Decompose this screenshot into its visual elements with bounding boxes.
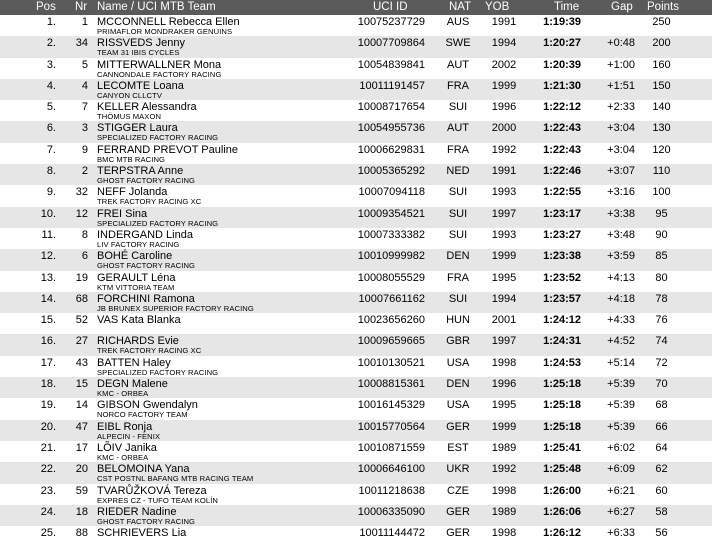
team-name: NORCO FACTORY TEAM [97, 410, 188, 420]
points-cell: 58 [655, 505, 668, 518]
position-cell: 24. [40, 505, 56, 518]
year-of-birth-cell: 1996 [491, 101, 517, 114]
rider-name: RIEDER Nadine [97, 505, 177, 518]
nationality-cell: CZE [447, 484, 469, 497]
position-cell: 22. [40, 463, 56, 476]
year-of-birth-cell: 1999 [491, 250, 517, 263]
header-nat: NAT [449, 1, 472, 13]
rider-name: TERPSTRA Anne [97, 165, 184, 178]
points-cell: 62 [655, 463, 668, 476]
points-cell: 90 [655, 228, 668, 241]
nationality-cell: DEN [446, 378, 470, 391]
bib-number-cell: 27 [75, 335, 88, 348]
bib-number-cell: 20 [75, 463, 88, 476]
year-of-birth-cell: 1991 [491, 16, 517, 28]
table-row [0, 526, 712, 547]
table-row [0, 15, 712, 36]
bib-number-cell: 88 [75, 527, 88, 540]
team-name: THÖMUS MAXON [97, 112, 162, 122]
year-of-birth-cell: 1999 [491, 420, 517, 433]
uci-id-cell: 10011144472 [359, 527, 425, 540]
uci-id-cell: 10015770564 [357, 420, 425, 433]
position-cell: 8. [46, 165, 56, 178]
position-cell: 10. [40, 207, 56, 220]
points-cell: 200 [652, 37, 671, 50]
uci-id-cell: 10008815361 [357, 378, 425, 391]
nationality-cell: AUT [447, 58, 469, 71]
table-row [0, 207, 712, 228]
rider-name: BATTEN Haley [97, 356, 171, 369]
gap-cell: +4:13 [607, 271, 635, 284]
year-of-birth-cell: 1994 [491, 292, 517, 305]
header-points: Points [647, 1, 679, 13]
gap-cell: +5:14 [607, 356, 635, 369]
year-of-birth-cell: 1996 [491, 378, 517, 391]
gap-cell: +5:39 [607, 420, 635, 433]
header-time: Time [554, 1, 580, 13]
bib-number-cell: 5 [81, 58, 88, 71]
nationality-cell: EST [447, 441, 469, 454]
points-cell: 140 [652, 101, 671, 114]
time-cell: 1:25:18 [543, 420, 581, 433]
year-of-birth-cell: 1999 [491, 79, 517, 92]
rider-name: VAS Kata Blanka [97, 314, 181, 327]
table-row [0, 36, 712, 57]
uci-id-cell: 10054955736 [357, 122, 425, 135]
time-cell: 1:25:41 [543, 441, 581, 454]
gap-cell: +3:48 [607, 228, 635, 241]
year-of-birth-cell: 1995 [491, 271, 517, 284]
team-name: ALPECIN - FENIX [97, 431, 161, 441]
time-cell: 1:19:39 [543, 16, 581, 28]
uci-id-cell: 10010999982 [357, 250, 425, 263]
points-cell: 60 [655, 484, 668, 497]
time-cell: 1:22:12 [543, 101, 581, 114]
uci-id-cell: 10011191457 [359, 79, 425, 92]
points-cell: 76 [655, 314, 668, 327]
rider-name: LÕIV Janika [97, 441, 157, 454]
nationality-cell: NED [446, 165, 470, 178]
gap-cell: +4:18 [607, 292, 635, 305]
points-cell: 80 [655, 271, 668, 284]
bib-number-cell: 3 [81, 122, 88, 135]
time-cell: 1:25:18 [543, 399, 581, 412]
time-cell: 1:24:31 [543, 335, 581, 348]
time-cell: 1:22:55 [543, 186, 581, 199]
gap-cell: +5:39 [607, 399, 635, 412]
year-of-birth-cell: 1993 [491, 186, 517, 199]
gap-cell: +3:38 [607, 207, 635, 220]
nationality-cell: SUI [448, 186, 468, 199]
bib-number-cell: 17 [75, 441, 88, 454]
time-cell: 1:26:00 [543, 484, 581, 497]
team-name: KMC - ORBEA [97, 389, 149, 399]
points-cell: 95 [655, 207, 668, 220]
bib-number-cell: 52 [75, 314, 88, 327]
gap-cell: +3:07 [607, 165, 635, 178]
gap-cell: +6:21 [607, 484, 635, 497]
bib-number-cell: 47 [75, 420, 88, 433]
position-cell: 18. [40, 378, 56, 391]
nationality-cell: SWE [445, 37, 471, 50]
table-row [0, 100, 712, 121]
bib-number-cell: 59 [75, 484, 88, 497]
gap-cell: +1:51 [607, 79, 635, 92]
table-row [0, 58, 712, 79]
points-cell: 74 [655, 335, 668, 348]
nationality-cell: SUI [448, 101, 468, 114]
table-body [0, 15, 712, 547]
table-row [0, 420, 712, 441]
bib-number-cell: 43 [75, 356, 88, 369]
time-cell: 1:21:30 [543, 79, 581, 92]
gap-cell: +6:09 [607, 463, 635, 476]
rider-name: TVARŮŽKOVÁ Tereza [97, 484, 207, 497]
bib-number-cell: 18 [75, 505, 88, 518]
rider-name: BOHÉ Caroline [97, 250, 173, 263]
position-cell: 12. [40, 250, 56, 263]
points-cell: 78 [655, 292, 668, 305]
uci-id-cell: 10075237729 [357, 16, 425, 28]
gap-cell: +6:02 [607, 441, 635, 454]
points-cell: 250 [652, 16, 671, 28]
time-cell: 1:26:12 [543, 527, 581, 540]
position-cell: 16. [40, 335, 56, 348]
table-row [0, 313, 712, 334]
rider-name: INDERGAND Linda [97, 228, 193, 241]
uci-id-cell: 10006629831 [357, 143, 425, 156]
uci-id-cell: 10007709864 [357, 37, 425, 50]
position-cell: 23. [40, 484, 56, 497]
nationality-cell: USA [446, 356, 470, 369]
header-pos: Pos [36, 1, 56, 13]
table-header [0, 0, 712, 15]
uci-id-cell: 10016145329 [357, 399, 425, 412]
year-of-birth-cell: 1991 [491, 165, 517, 178]
team-name: GHOST FACTORY RACING [97, 261, 196, 271]
position-cell: 5. [46, 101, 56, 114]
position-cell: 7. [46, 143, 56, 156]
nationality-cell: GER [446, 527, 470, 540]
nationality-cell: FRA [447, 79, 469, 92]
position-cell: 19. [40, 399, 56, 412]
points-cell: 150 [652, 79, 671, 92]
points-cell: 130 [652, 122, 671, 135]
team-name: TREK FACTORY RACING XC [97, 346, 202, 356]
team-name: TEAM 31 IBIS CYCLES [97, 48, 180, 58]
gap-cell: +3:04 [607, 143, 635, 156]
team-name: GHOST FACTORY RACING [97, 516, 196, 526]
time-cell: 1:22:43 [543, 122, 581, 135]
bib-number-cell: 8 [81, 228, 88, 241]
gap-cell: +2:33 [607, 101, 635, 114]
year-of-birth-cell: 2000 [491, 122, 517, 135]
table-row [0, 228, 712, 249]
position-cell: 6. [46, 122, 56, 135]
bib-number-cell: 32 [75, 186, 88, 199]
year-of-birth-cell: 1998 [491, 527, 517, 540]
header-gap: Gap [611, 1, 633, 13]
team-name: SPECIALIZED FACTORY RACING [97, 367, 219, 377]
uci-id-cell: 10011218638 [358, 484, 425, 497]
position-cell: 2. [46, 37, 56, 50]
nationality-cell: SUI [448, 207, 468, 220]
time-cell: 1:24:12 [543, 314, 581, 327]
time-cell: 1:20:27 [543, 37, 581, 50]
rider-name: MITTERWALLNER Mona [97, 58, 222, 71]
rider-name: RICHARDS Evie [97, 335, 179, 348]
points-cell: 70 [655, 378, 668, 391]
table-row [0, 271, 712, 292]
gap-cell: +4:33 [607, 314, 635, 327]
time-cell: 1:25:48 [543, 463, 581, 476]
table-row [0, 462, 712, 483]
header-name: Name / UCI MTB Team [97, 1, 216, 13]
nationality-cell: AUS [446, 16, 470, 28]
position-cell: 3. [46, 58, 56, 71]
nationality-cell: FRA [447, 143, 469, 156]
header-yob: YOB [485, 1, 510, 13]
bib-number-cell: 6 [81, 250, 88, 263]
uci-id-cell: 10023656260 [357, 314, 425, 327]
gap-cell: +0:48 [607, 37, 635, 50]
table-row [0, 143, 712, 164]
points-cell: 64 [655, 441, 668, 454]
bib-number-cell: 68 [75, 292, 88, 305]
bib-number-cell: 15 [75, 378, 88, 391]
gap-cell: +3:59 [607, 250, 635, 263]
year-of-birth-cell: 1998 [491, 356, 517, 369]
team-name: CANYON CLLCTV [97, 90, 163, 100]
uci-id-cell: 10054839841 [357, 58, 425, 71]
nationality-cell: GER [446, 505, 470, 518]
nationality-cell: DEN [446, 250, 470, 263]
rider-name: KELLER Alessandra [97, 101, 197, 114]
uci-id-cell: 10010871559 [357, 441, 425, 454]
time-cell: 1:23:52 [543, 271, 581, 284]
year-of-birth-cell: 1997 [491, 207, 517, 220]
rider-name: BELOMOINA Yana [97, 463, 190, 476]
position-cell: 14. [40, 292, 56, 305]
year-of-birth-cell: 2002 [491, 58, 517, 71]
gap-cell: +1:00 [607, 58, 635, 71]
position-cell: 15. [40, 314, 56, 327]
nationality-cell: GBR [446, 335, 470, 348]
header-nr: Nr [75, 1, 88, 13]
uci-id-cell: 10009354521 [357, 207, 425, 220]
nationality-cell: AUT [447, 122, 469, 135]
time-cell: 1:23:57 [543, 292, 581, 305]
team-name: SPECIALIZED FACTORY RACING [97, 218, 219, 228]
position-cell: 21. [40, 441, 56, 454]
rider-name: SCHRIEVERS Lia [97, 527, 187, 540]
uci-id-cell: 10007333382 [357, 228, 425, 241]
table-row [0, 398, 712, 419]
gap-cell: +3:04 [607, 122, 635, 135]
position-cell: 1. [46, 16, 56, 28]
team-name: SPECIALIZED FACTORY RACING [97, 133, 219, 143]
team-name: CANNONDALE FACTORY RACING [97, 69, 222, 79]
gap-cell: +5:39 [607, 378, 635, 391]
nationality-cell: GER [446, 420, 470, 433]
rider-name: GERAULT Léna [97, 271, 176, 284]
points-cell: 100 [652, 186, 671, 199]
rider-name: STIGGER Laura [97, 122, 178, 135]
table-row [0, 121, 712, 142]
rider-name: RISSVEDS Jenny [97, 37, 186, 50]
time-cell: 1:20:39 [543, 58, 581, 71]
gap-cell: +4:52 [607, 335, 635, 348]
table-row [0, 164, 712, 185]
position-cell: 17. [40, 356, 56, 369]
bib-number-cell: 4 [81, 79, 88, 92]
gap-cell: +6:33 [607, 527, 635, 540]
rider-name: GIBSON Gwendalyn [97, 399, 198, 412]
rider-name: NEFF Jolanda [97, 186, 168, 199]
rider-name: DEGN Malene [97, 378, 168, 391]
position-cell: 20. [40, 420, 56, 433]
year-of-birth-cell: 1994 [491, 37, 517, 50]
table-row [0, 249, 712, 270]
year-of-birth-cell: 1998 [491, 484, 517, 497]
time-cell: 1:25:18 [543, 378, 581, 391]
rider-name: LECOMTE Loana [97, 79, 184, 92]
points-cell: 160 [652, 58, 671, 71]
team-name: BMC MTB RACING [97, 154, 166, 164]
time-cell: 1:24:53 [543, 356, 581, 369]
bib-number-cell: 19 [75, 271, 88, 284]
table-row [0, 377, 712, 398]
team-name: PRIMAFLOR MONDRAKER GENUINS [97, 27, 233, 36]
table-row [0, 505, 712, 526]
nationality-cell: USA [446, 399, 470, 412]
bib-number-cell: 9 [81, 143, 88, 156]
year-of-birth-cell: 1995 [491, 399, 517, 412]
table-row [0, 441, 712, 462]
uci-id-cell: 10006335090 [357, 505, 425, 518]
rider-name: FREI Sina [97, 207, 148, 220]
bib-number-cell: 2 [81, 165, 88, 178]
points-cell: 56 [655, 527, 668, 540]
header-uci-id: UCI ID [373, 1, 408, 13]
rider-name: FERRAND PREVOT Pauline [97, 143, 239, 156]
gap-cell: +6:27 [607, 505, 635, 518]
year-of-birth-cell: 1989 [491, 505, 517, 518]
nationality-cell: SUI [448, 292, 468, 305]
points-cell: 85 [655, 250, 668, 263]
time-cell: 1:22:43 [543, 143, 581, 156]
position-cell: 9. [46, 186, 56, 199]
uci-id-cell: 10009659665 [357, 335, 425, 348]
uci-id-cell: 10007661162 [358, 292, 425, 305]
bib-number-cell: 14 [75, 399, 88, 412]
bib-number-cell: 1 [81, 16, 88, 28]
points-cell: 120 [652, 143, 671, 156]
points-cell: 66 [655, 420, 668, 433]
position-cell: 13. [40, 271, 56, 284]
team-name: CST POSTNL BAFANG MTB RACING TEAM [97, 474, 254, 484]
position-cell: 11. [41, 228, 56, 241]
time-cell: 1:26:06 [543, 505, 581, 518]
year-of-birth-cell: 1989 [491, 441, 517, 454]
uci-id-cell: 10007094118 [358, 186, 425, 199]
table-row [0, 356, 712, 377]
nationality-cell: HUN [446, 314, 470, 327]
year-of-birth-cell: 1992 [491, 143, 517, 156]
table-row [0, 334, 712, 355]
uci-id-cell: 10010130521 [357, 356, 425, 369]
points-cell: 68 [655, 399, 668, 412]
time-cell: 1:23:27 [543, 228, 581, 241]
table-row [0, 79, 712, 100]
year-of-birth-cell: 1997 [491, 335, 517, 348]
team-name: JB BRUNEX SUPERIOR FACTORY RACING [97, 303, 254, 313]
team-name: EXPRES CZ - TUFO TEAM KOLÍN [97, 495, 218, 505]
nationality-cell: UKR [446, 463, 470, 476]
team-name: TREK FACTORY RACING XC [97, 197, 202, 207]
uci-id-cell: 10006646100 [357, 463, 425, 476]
uci-id-cell: 10008055529 [357, 271, 425, 284]
table-row [0, 292, 712, 313]
year-of-birth-cell: 1992 [491, 463, 517, 476]
team-name: KMC - ORBEA [97, 452, 149, 462]
bib-number-cell: 7 [81, 101, 88, 114]
table-row [0, 484, 712, 505]
nationality-cell: SUI [448, 228, 468, 241]
uci-id-cell: 10008717654 [357, 101, 425, 114]
nationality-cell: FRA [447, 271, 469, 284]
year-of-birth-cell: 1993 [491, 228, 517, 241]
rider-name: FORCHINI Ramona [97, 292, 195, 305]
uci-id-cell: 10005365292 [357, 165, 425, 178]
bib-number-cell: 34 [75, 37, 88, 50]
year-of-birth-cell: 2001 [491, 314, 517, 327]
time-cell: 1:23:17 [543, 207, 581, 220]
team-name: LIV FACTORY RACING [97, 239, 180, 249]
table-row [0, 185, 712, 206]
rider-name: MCCONNELL Rebecca Ellen [97, 16, 240, 28]
position-cell: 4. [46, 79, 56, 92]
points-cell: 110 [652, 165, 671, 178]
points-cell: 72 [655, 356, 668, 369]
bib-number-cell: 12 [75, 207, 88, 220]
team-name: KTM VITTORIA TEAM [97, 282, 175, 292]
time-cell: 1:22:46 [543, 165, 581, 178]
gap-cell: +3:16 [607, 186, 635, 199]
position-cell: 25. [40, 527, 56, 540]
rider-name: EIBL Ronja [97, 420, 153, 433]
time-cell: 1:23:38 [543, 250, 581, 263]
team-name: GHOST FACTORY RACING [97, 176, 196, 186]
